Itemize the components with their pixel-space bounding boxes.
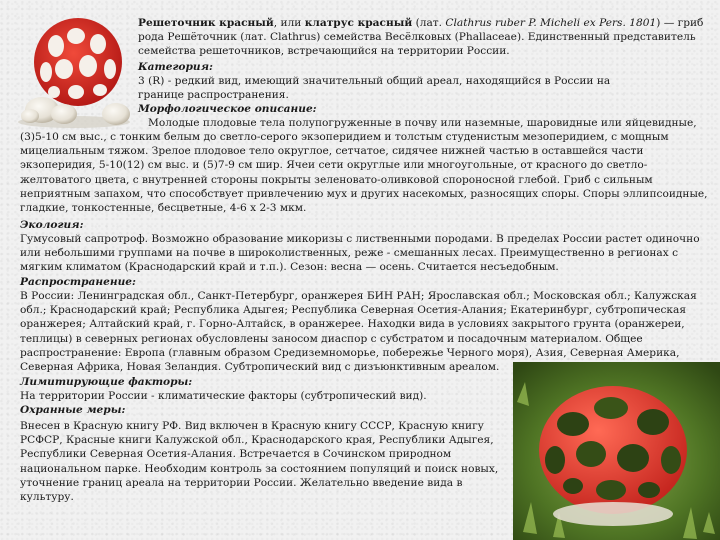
protection-heading: Охранные меры: <box>20 404 126 416</box>
distribution-text: В России: Ленинградская обл., Санкт-Петербург, оранжерея БИН РАН; Ярославская обл.; Московская обл.; Калужская обл.; Краснодарский край; Республика Адыгея; Республика Северная Осетия-Алания; Екатеринбург, субтропическая оранжерея; Алтайский край, г. Горно-Алтайск, в оранжерее. Находки вида в условиях закрытого грунта (оранжереи, теплицы) в северных регионах обусловлены заносом диаспор с субстратом и посадочным материалом. Общее распространение: Европа (главным образом Средиземноморье, побережье Черного моря), Азия, Северная Америка, Северная Африка, Новая Зеландия. Субтропический вид с дизъюнктивным ареалом. <box>20 290 697 374</box>
category-text: 3 (R) - редкий вид, имеющий значительный общий ареал, находящийся в России на границе распространения. <box>138 75 611 102</box>
latin-open: (лат. <box>412 17 446 29</box>
category-heading: Категория: <box>138 61 213 73</box>
morphology-text-line1: Молодые плодовые тела полупогруженные в почву или наземные, шаровидные или яйцевидные, <box>148 117 697 129</box>
clathrus-lattice-large <box>539 386 687 514</box>
ecology-heading: Экология: <box>20 219 84 231</box>
protection-text: Внесен в Красную книгу РФ. Вид включен в Красную книгу СССР, Красную книгу РСФСР, Красные книги Калужской обл., Краснодарского края, Республики Адыгея, Республики Северная Осетия-Алания. Встречается в Сочинском природном национальном парке. Необходим контроль за состоянием популяций и поиск новых, уточнение границ ареала на территории России. Желательно введение вида в культуру. <box>20 420 499 504</box>
mushroom-photo-top <box>16 14 132 128</box>
species-name-1: Решеточник красный <box>138 17 274 29</box>
intro-text: ) — гриб рода Решёточник (лат. Clathrus) семейства Весёлковых (Phallaceae). Единственный представитель семейства решеточников, встречающийся на территории России. <box>138 17 704 58</box>
species-name-2: клатрус красный <box>304 17 413 29</box>
clathrus-lattice <box>34 18 122 106</box>
morphology-text: (3)5-10 см выс., с тонким белым до светло-серого экзоперидием и толстым студенистым мезоперидием, с мощным мицелиальным тяжом. Зрелое плодовое тело округлое, сетчатое, сидячее нижней частью в оставшейся части экзоперидия, 5-10(12) см выс. и (5)7-9 см шир. Ячеи сети округлые или многоугольные, от красного до светло-желтоватого цвета, с внутренней стороны покрыты зеленовато-оливковой спороносной глебой. Гриб с сильным неприятным запахом, что способствует привлечению мух и других насекомых, разносящих споры. Споры эллипсоидные, гладкие, тонкостенные, бесцветные, 4-6 x 2-3 мкм. <box>20 131 708 215</box>
species-name-separator: , или <box>273 17 305 29</box>
limiting-factors-text: На территории России - климатические факторы (субтропический вид). <box>20 390 427 402</box>
intro-paragraph <box>138 16 708 59</box>
ecology-text: Гумусовый сапротроф. Возможно образование микоризы с лиственными породами. В пределах России растет одиночно или небольшими группами на почве в широколиственных, реже - смешанных лесах. Преимущественно в регионах с мягким климатом (Краснодарский край и т.п.). Сезон: весна — осень. Считается несъедобным. <box>20 233 700 274</box>
morphology-heading: Морфологическое описание: <box>138 103 317 115</box>
distribution-heading: Распространение: <box>20 276 136 288</box>
mushroom-photo-bottom <box>513 362 720 540</box>
latin-name: Clathrus ruber P. Micheli ex Pers. 1801 <box>445 17 657 29</box>
limiting-factors-heading: Лимитирующие факторы: <box>20 376 193 388</box>
